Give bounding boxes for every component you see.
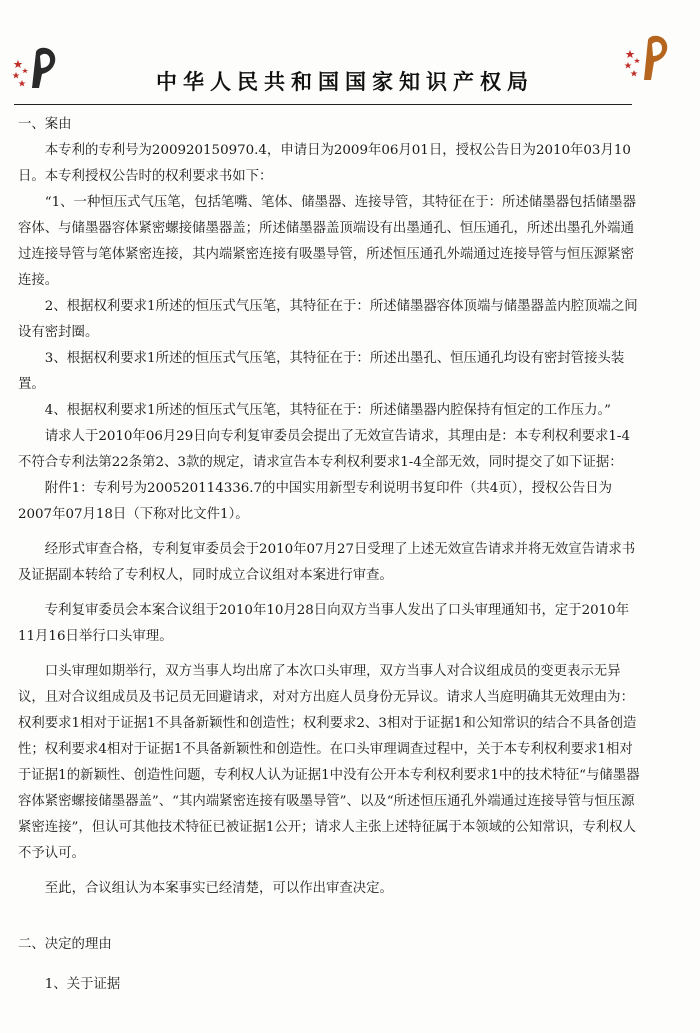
section-heading-reasons: 二、决定的理由 <box>18 937 112 952</box>
claim-4: 4、根据权利要求1所述的恒压式气压笔，其特征在于：所述储墨器内腔保持有恒定的工作压力。” <box>44 403 611 418</box>
cnipa-logo-left-icon <box>10 42 66 92</box>
claim-1: “1、一种恒压式气压笔，包括笔嘴、笔体、储墨器、连接导管，其特征在于：所述储墨器包括储墨器容体、与储墨器容体紧密螺接储墨器盖；所述储墨器盖顶端设有出墨通孔、恒压通孔，所述出墨孔外端通过连接导管与笔体紧密连接，其内端紧密连接有吸墨导管，所述恒压通孔外端通过连接导管与恒压源紧密连接。 <box>18 195 636 288</box>
paragraph-formal-review: 经形式审查合格，专利复审委员会于2010年07月27日受理了上述无效宣告请求并将无效宣告请求书及证据副本转给了专利权人，同时成立合议组对本案进行审查。 <box>18 542 636 583</box>
claim-2: 2、根据权利要求1所述的恒压式气压笔，其特征在于：所述储墨器容体顶端与储墨器盖内腔顶端之间设有密封圈。 <box>18 299 638 340</box>
subsection-heading-evidence: 1、关于证据 <box>44 977 121 992</box>
section-heading-case: 一、案由 <box>18 117 72 132</box>
cnipa-logo-right-icon <box>622 32 678 82</box>
paragraph-oral-hearing: 口头审理如期举行，双方当事人均出席了本次口头审理，双方当事人对合议组成员的变更表示无异议，且对合议组成员及书记员无回避请求，对对方出庭人员身份无异议。请求人当庭明确其无效理由为：权利要求1相对于证据1不具备新颖性和创造性；权利要求2、3相对于证据1和公知常识的结合不具备创造性；权利要求4相对于证据1不具备新颖性和创造性。在口头审理调查过程中，关于本专利权利要求1相对于证据1的新颖性、创造性问题，专利权人认为证据1中没有公开本专利权利要求1中的技术特征“与储墨器容体紧密螺接储墨器盖”、“其内端紧密连接有吸墨导管”、以及“所述恒压通孔外端通过连接导管与恒压源紧密连接”，但认可其他技术特征已被证据1公开；请求人主张上述特征属于本领域的公知常识，专利权人不予认可。 <box>18 664 640 861</box>
document-body <box>18 112 640 998</box>
paragraph-conclusion: 至此，合议组认为本案事实已经清楚，可以作出审查决定。 <box>44 881 393 896</box>
claim-3: 3、根据权利要求1所述的恒压式气压笔，其特征在于：所述出墨孔、恒压通孔均设有密封管接头装置。 <box>18 351 625 392</box>
paragraph-oral-hearing-notice: 专利复审委员会本案合议组于2010年10月28日向双方当事人发出了口头审理通知书，定于2010年11月16日举行口头审理。 <box>18 603 630 644</box>
header-divider <box>14 104 632 105</box>
paragraph-attachment-1: 附件1：专利号为200520114336.7的中国实用新型专利说明书复印件（共4页），授权公告日为2007年07月18日（下称对比文件1）。 <box>18 481 613 522</box>
page-title: 中华人民共和国国家知识产权局 <box>156 70 534 94</box>
paragraph-invalidation-request: 请求人于2010年06月29日向专利复审委员会提出了无效宣告请求，其理由是：本专利权利要求1-4不符合专利法第22条第2、3款的规定，请求宣告本专利权利要求1-4全部无效，同时提交了如下证据： <box>18 429 630 470</box>
paragraph-patent-info: 本专利的专利号为200920150970.4，申请日为2009年06月01日，授权公告日为2010年03月10日。本专利授权公告时的权利要求书如下： <box>18 143 631 184</box>
